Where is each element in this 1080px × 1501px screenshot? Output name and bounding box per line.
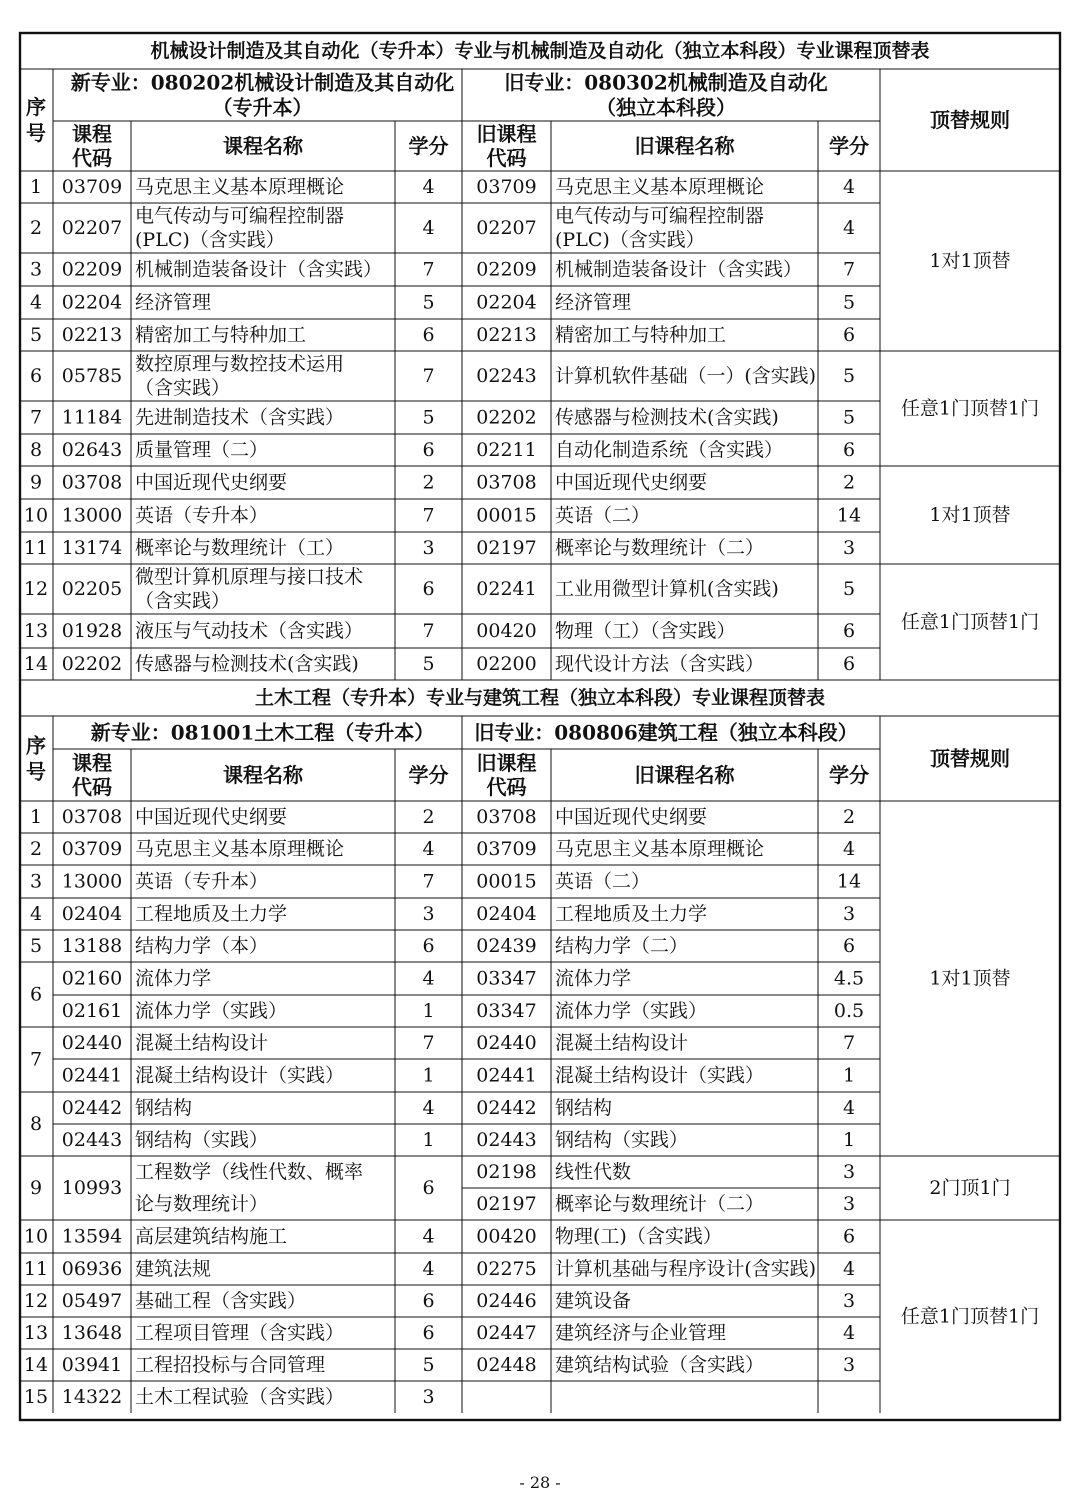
course-code: 02209 xyxy=(61,258,123,281)
course-credit: 6 xyxy=(422,1177,435,1199)
old-course-code: 02198 xyxy=(476,1161,537,1183)
row-seq: 2 xyxy=(29,217,43,239)
header-new-major: 新专业：080202机械设计制造及其自动化 xyxy=(70,70,455,95)
old-course-name: 计算机软件基础（一）(含实践) xyxy=(555,365,816,387)
course-credit: 6 xyxy=(422,439,435,461)
old-course-code: 03347 xyxy=(476,1000,537,1022)
course-credit: 7 xyxy=(422,258,435,281)
substitution-rule: 2门顶1门 xyxy=(929,1177,1011,1199)
course-credit: 5 xyxy=(422,653,435,675)
old-course-code: 03708 xyxy=(476,471,537,494)
old-course-credit: 5 xyxy=(842,291,856,314)
old-course-credit: 14 xyxy=(836,504,862,527)
course-code: 02160 xyxy=(61,967,123,990)
course-code: 02205 xyxy=(61,578,123,600)
row-seq: 13 xyxy=(23,620,49,642)
course-code: 02204 xyxy=(61,291,123,314)
course-code: 03709 xyxy=(61,838,123,860)
row-seq: 1 xyxy=(29,806,43,828)
course-name: 钢结构 xyxy=(135,1097,193,1119)
row-seq: 4 xyxy=(29,903,43,925)
substitution-rule: 1对1顶替 xyxy=(929,967,1011,990)
header-name: 课程名称 xyxy=(223,134,303,158)
old-course-code: 02442 xyxy=(476,1097,537,1119)
row-seq: 3 xyxy=(29,258,43,281)
course-code: 13648 xyxy=(61,1322,123,1344)
old-course-credit: 1 xyxy=(842,1064,856,1087)
old-course-code: 00420 xyxy=(476,620,537,642)
row-seq: 7 xyxy=(29,406,43,429)
header-code: 课程 xyxy=(72,122,112,146)
header-credit: 学分 xyxy=(408,763,449,787)
substitution-rule: 1对1顶替 xyxy=(929,504,1011,526)
course-code: 02161 xyxy=(61,1000,123,1022)
row-seq: 11 xyxy=(23,1258,49,1280)
course-credit: 6 xyxy=(422,324,435,346)
old-course-code: 02241 xyxy=(476,578,537,600)
old-course-name: 马克思主义基本原理概论 xyxy=(555,176,765,198)
row-seq: 10 xyxy=(23,1225,49,1248)
course-code: 05497 xyxy=(61,1290,123,1312)
row-seq: 7 xyxy=(29,1048,43,1071)
course-name: 混凝土结构设计 xyxy=(135,1032,269,1054)
old-course-code: 02200 xyxy=(476,653,537,675)
old-course-name: 中国近现代史纲要 xyxy=(555,471,708,494)
header-old-code: 旧课程 xyxy=(476,751,537,775)
course-credit: 7 xyxy=(422,870,435,893)
old-course-code: 00015 xyxy=(476,504,537,527)
header-old-name: 旧课程名称 xyxy=(634,134,735,158)
course-name: 英语（专升本） xyxy=(135,504,269,527)
old-course-name: 物理(工)（含实践） xyxy=(555,1225,722,1248)
old-course-code: 03347 xyxy=(476,967,537,990)
course-credit: 3 xyxy=(422,1386,435,1408)
course-name: 论与数理统计） xyxy=(135,1193,269,1215)
course-name: 机械制造装备设计（含实践） xyxy=(135,258,383,281)
header-old-credit: 学分 xyxy=(829,763,869,787)
course-name: 马克思主义基本原理概论 xyxy=(135,176,345,198)
old-course-code: 02209 xyxy=(476,258,537,281)
old-course-code: 02197 xyxy=(476,537,537,559)
old-course-code: 02439 xyxy=(476,935,537,957)
old-course-credit: 5 xyxy=(842,406,856,429)
course-credit: 1 xyxy=(422,1129,435,1151)
row-seq: 13 xyxy=(23,1322,49,1344)
old-course-credit: 1 xyxy=(842,1129,856,1151)
old-course-name: 现代设计方法（含实践） xyxy=(555,653,765,675)
course-name: (PLC)（含实践） xyxy=(135,229,285,251)
old-course-name: 概率论与数理统计（二） xyxy=(555,537,765,559)
course-code: 03708 xyxy=(61,471,123,494)
old-course-credit: 4 xyxy=(842,1258,856,1280)
course-credit: 4 xyxy=(422,217,435,239)
course-credit: 6 xyxy=(422,935,435,957)
old-course-code: 02275 xyxy=(476,1258,537,1280)
course-code: 05785 xyxy=(61,365,123,387)
row-seq: 14 xyxy=(23,1354,49,1376)
course-code: 13174 xyxy=(61,537,123,559)
row-seq: 12 xyxy=(23,578,49,600)
old-course-credit: 5 xyxy=(842,365,856,387)
old-course-name: 结构力学（二） xyxy=(555,935,689,957)
course-code: 10993 xyxy=(61,1177,123,1199)
course-code: 02202 xyxy=(61,653,123,675)
old-course-credit: 0.5 xyxy=(833,1000,865,1022)
course-code: 02441 xyxy=(61,1064,123,1087)
row-seq: 4 xyxy=(29,291,43,314)
old-course-code: 02404 xyxy=(476,903,537,925)
old-course-credit: 6 xyxy=(842,439,856,461)
old-course-name: 建筑经济与企业管理 xyxy=(555,1322,727,1344)
row-seq: 14 xyxy=(23,653,49,675)
course-code: 03708 xyxy=(61,806,123,828)
old-course-name: 精密加工与特种加工 xyxy=(555,324,727,346)
old-course-name: 英语（二） xyxy=(555,870,651,893)
old-course-name: 流体力学 xyxy=(555,967,632,990)
old-course-name: (PLC)（含实践） xyxy=(555,229,705,251)
course-name: 液压与气动技术（含实践） xyxy=(135,620,364,642)
course-name: 土木工程试验（含实践） xyxy=(135,1386,345,1408)
course-name: （含实践） xyxy=(135,377,231,399)
row-seq: 10 xyxy=(23,504,49,527)
course-credit: 2 xyxy=(422,806,435,828)
course-code: 13000 xyxy=(61,504,123,527)
header-rule-label: 顶替规则 xyxy=(930,746,1010,771)
course-name: 结构力学（本） xyxy=(135,935,269,957)
course-credit: 7 xyxy=(422,620,435,642)
course-name: 精密加工与特种加工 xyxy=(135,324,307,346)
old-course-credit: 3 xyxy=(842,1161,856,1183)
old-course-name: 机械制造装备设计（含实践） xyxy=(555,258,803,281)
old-course-name: 建筑设备 xyxy=(555,1290,632,1312)
old-course-code: 00015 xyxy=(476,870,537,893)
old-course-credit: 4 xyxy=(842,838,856,860)
old-course-credit: 6 xyxy=(842,620,856,642)
row-seq: 6 xyxy=(29,365,43,387)
row-seq: 5 xyxy=(29,935,43,957)
old-course-code: 03709 xyxy=(476,176,537,198)
course-code: 02207 xyxy=(61,217,123,239)
course-name: 质量管理（二） xyxy=(135,439,269,461)
old-course-name: 马克思主义基本原理概论 xyxy=(555,838,765,860)
course-credit: 4 xyxy=(422,176,435,198)
old-course-code: 02447 xyxy=(476,1322,537,1344)
header-old-credit: 学分 xyxy=(829,134,869,158)
header-new-major: 新专业：081001土木工程（专升本） xyxy=(90,720,435,745)
course-credit: 4 xyxy=(422,1097,435,1119)
old-course-name: 混凝土结构设计 xyxy=(555,1032,689,1054)
row-seq: 9 xyxy=(29,1177,43,1199)
old-course-code: 02443 xyxy=(476,1129,537,1151)
old-course-name: 流体力学（实践） xyxy=(555,1000,708,1022)
course-name: 工程项目管理（含实践） xyxy=(135,1322,345,1344)
substitution-rule: 任意1门顶替1门 xyxy=(900,397,1040,420)
course-name: 微型计算机原理与接口技术 xyxy=(135,566,364,588)
old-course-code: 02197 xyxy=(476,1193,537,1215)
old-course-credit: 7 xyxy=(842,1032,856,1054)
header-code: 代码 xyxy=(72,146,112,170)
old-course-credit: 6 xyxy=(842,1225,856,1248)
old-course-credit: 7 xyxy=(842,258,856,281)
course-code: 06936 xyxy=(61,1258,123,1280)
course-credit: 1 xyxy=(422,1000,435,1022)
course-code: 02404 xyxy=(61,903,123,925)
old-course-name: 线性代数 xyxy=(555,1161,632,1183)
old-course-credit: 3 xyxy=(842,1354,856,1376)
course-name: 传感器与检测技术(含实践) xyxy=(135,653,359,675)
course-credit: 7 xyxy=(422,504,435,527)
header-old-code: 代码 xyxy=(486,146,527,170)
header-old-major: （独立本科段） xyxy=(596,95,736,120)
course-code: 13188 xyxy=(61,935,123,957)
course-code: 11184 xyxy=(61,406,123,429)
course-credit: 7 xyxy=(422,365,435,387)
header-old-name: 旧课程名称 xyxy=(634,763,735,787)
old-course-name: 计算机基础与程序设计(含实践) xyxy=(555,1258,816,1280)
header-seq: 号 xyxy=(26,121,46,145)
course-name: 高层建筑结构施工 xyxy=(135,1225,288,1248)
old-course-code: 02207 xyxy=(476,217,537,239)
course-credit: 1 xyxy=(422,1064,435,1087)
row-seq: 12 xyxy=(23,1290,49,1312)
course-name: 经济管理 xyxy=(135,291,212,314)
course-code: 01928 xyxy=(61,620,123,642)
course-name: 英语（专升本） xyxy=(135,870,269,893)
substitution-rule: 任意1门顶替1门 xyxy=(900,611,1040,633)
table-title: 机械设计制造及其自动化（专升本）专业与机械制造及自动化（独立本科段）专业课程顶替表 xyxy=(150,40,930,62)
course-credit: 2 xyxy=(422,471,435,494)
old-course-code: 02202 xyxy=(476,406,537,429)
row-seq: 9 xyxy=(29,471,43,494)
old-course-code: 02211 xyxy=(476,439,537,461)
row-seq: 8 xyxy=(29,439,43,461)
old-course-name: 概率论与数理统计（二） xyxy=(555,1193,765,1215)
old-course-name: 自动化制造系统（含实践） xyxy=(555,439,784,461)
course-credit: 5 xyxy=(422,406,435,429)
course-credit: 6 xyxy=(422,578,435,600)
course-credit: 3 xyxy=(422,537,435,559)
old-course-code: 02441 xyxy=(476,1064,537,1087)
course-name: 基础工程（含实践） xyxy=(135,1290,307,1312)
course-credit: 4 xyxy=(422,1225,435,1248)
course-name: 工程招投标与合同管理 xyxy=(135,1354,326,1376)
row-seq: 5 xyxy=(29,324,43,346)
old-course-name: 钢结构（实践） xyxy=(555,1129,689,1151)
header-code: 代码 xyxy=(72,775,112,799)
row-seq: 1 xyxy=(29,176,43,198)
course-name: 流体力学（实践） xyxy=(135,1000,288,1022)
old-course-credit: 6 xyxy=(842,653,856,675)
old-course-name: 工程地质及土力学 xyxy=(555,903,708,925)
course-credit: 3 xyxy=(422,903,435,925)
old-course-credit: 3 xyxy=(842,1193,856,1215)
header-new-major: （专升本） xyxy=(212,95,313,120)
course-name: 工程数学（线性代数、概率 xyxy=(135,1161,364,1183)
header-old-major: 旧专业：080806建筑工程（独立本科段） xyxy=(474,720,858,745)
course-name: 马克思主义基本原理概论 xyxy=(135,838,345,860)
course-name: 数控原理与数控技术运用 xyxy=(135,353,345,375)
header-old-code: 旧课程 xyxy=(476,122,537,146)
course-credit: 4 xyxy=(422,838,435,860)
old-course-code: 02448 xyxy=(476,1354,537,1376)
old-course-credit: 6 xyxy=(842,324,856,346)
header-name: 课程名称 xyxy=(223,763,303,787)
old-course-code: 03708 xyxy=(476,806,537,828)
course-code: 02442 xyxy=(61,1097,123,1119)
old-course-name: 经济管理 xyxy=(555,291,632,314)
header-seq: 号 xyxy=(26,759,46,784)
course-name: 先进制造技术（含实践） xyxy=(135,406,345,429)
old-course-name: 混凝土结构设计（实践） xyxy=(555,1064,765,1087)
old-course-credit: 6 xyxy=(842,935,856,957)
header-old-code: 代码 xyxy=(486,775,527,799)
substitution-rule: 任意1门顶替1门 xyxy=(900,1305,1040,1328)
row-seq: 11 xyxy=(23,537,49,559)
old-course-code: 02446 xyxy=(476,1290,537,1312)
header-seq: 序 xyxy=(26,733,46,758)
old-course-name: 中国近现代史纲要 xyxy=(555,806,708,828)
course-code: 03709 xyxy=(61,176,123,198)
course-credit: 5 xyxy=(422,1354,435,1376)
substitution-rule: 1对1顶替 xyxy=(929,250,1011,272)
course-name: 工程地质及土力学 xyxy=(135,903,288,925)
old-course-code: 02204 xyxy=(476,291,537,314)
old-course-code: 02213 xyxy=(476,324,537,346)
old-course-name: 英语（二） xyxy=(555,504,651,527)
header-rule-label: 顶替规则 xyxy=(930,108,1010,132)
course-name: 电气传动与可编程控制器 xyxy=(135,205,345,227)
table-title: 土木工程（专升本）专业与建筑工程（独立本科段）专业课程顶替表 xyxy=(254,687,826,709)
old-course-credit: 4.5 xyxy=(833,967,865,990)
course-credit: 4 xyxy=(422,967,435,990)
old-course-code: 03709 xyxy=(476,838,537,860)
course-name: （含实践） xyxy=(135,590,231,612)
course-name: 中国近现代史纲要 xyxy=(135,471,288,494)
header-old-major: 旧专业：080302机械制造及自动化 xyxy=(504,70,828,95)
course-name: 建筑法规 xyxy=(135,1258,212,1280)
old-course-name: 传感器与检测技术(含实践) xyxy=(555,406,779,429)
old-course-credit: 3 xyxy=(842,537,856,559)
old-course-name: 钢结构 xyxy=(555,1097,613,1119)
course-code: 02443 xyxy=(61,1129,123,1151)
old-course-credit: 14 xyxy=(836,870,862,893)
course-code: 02643 xyxy=(61,439,123,461)
header-code: 课程 xyxy=(72,751,112,775)
row-seq: 2 xyxy=(29,838,43,860)
old-course-credit: 3 xyxy=(842,1290,856,1312)
header-credit: 学分 xyxy=(408,134,449,158)
header-seq: 序 xyxy=(26,95,46,119)
course-code: 02440 xyxy=(61,1032,123,1054)
course-name: 混凝土结构设计（实践） xyxy=(135,1064,345,1087)
course-credit: 6 xyxy=(422,1290,435,1312)
old-course-credit: 4 xyxy=(842,176,856,198)
course-name: 钢结构（实践） xyxy=(135,1129,269,1151)
course-code: 14322 xyxy=(61,1386,123,1408)
page-number: - 28 - xyxy=(519,1473,561,1492)
course-name: 流体力学 xyxy=(135,967,212,990)
course-name: 概率论与数理统计（工） xyxy=(135,537,345,559)
old-course-credit: 4 xyxy=(842,1097,856,1119)
row-seq: 15 xyxy=(23,1386,49,1408)
old-course-name: 电气传动与可编程控制器 xyxy=(555,205,765,227)
course-credit: 5 xyxy=(422,291,435,314)
old-course-credit: 2 xyxy=(842,806,856,828)
row-seq: 6 xyxy=(29,983,43,1006)
old-course-name: 建筑结构试验（含实践） xyxy=(555,1354,765,1376)
old-course-code: 00420 xyxy=(476,1225,537,1248)
old-course-credit: 2 xyxy=(842,471,856,494)
course-code: 03941 xyxy=(61,1354,123,1376)
old-course-name: 工业用微型计算机(含实践) xyxy=(555,578,779,600)
course-credit: 7 xyxy=(422,1032,435,1054)
old-course-code: 02243 xyxy=(476,365,537,387)
course-code: 02213 xyxy=(61,324,123,346)
course-credit: 4 xyxy=(422,1258,435,1280)
course-credit: 6 xyxy=(422,1322,435,1344)
old-course-credit: 5 xyxy=(842,578,856,600)
old-course-name: 物理（工）（含实践） xyxy=(555,620,736,642)
old-course-code: 02440 xyxy=(476,1032,537,1054)
tables-layer xyxy=(20,39,1060,1413)
old-course-credit: 3 xyxy=(842,903,856,925)
old-course-credit: 4 xyxy=(842,1322,856,1344)
course-code: 13000 xyxy=(61,870,123,893)
row-seq: 8 xyxy=(29,1113,43,1135)
course-code: 13594 xyxy=(61,1225,123,1248)
row-seq: 3 xyxy=(29,870,43,893)
course-name: 中国近现代史纲要 xyxy=(135,806,288,828)
old-course-credit: 4 xyxy=(842,217,856,239)
